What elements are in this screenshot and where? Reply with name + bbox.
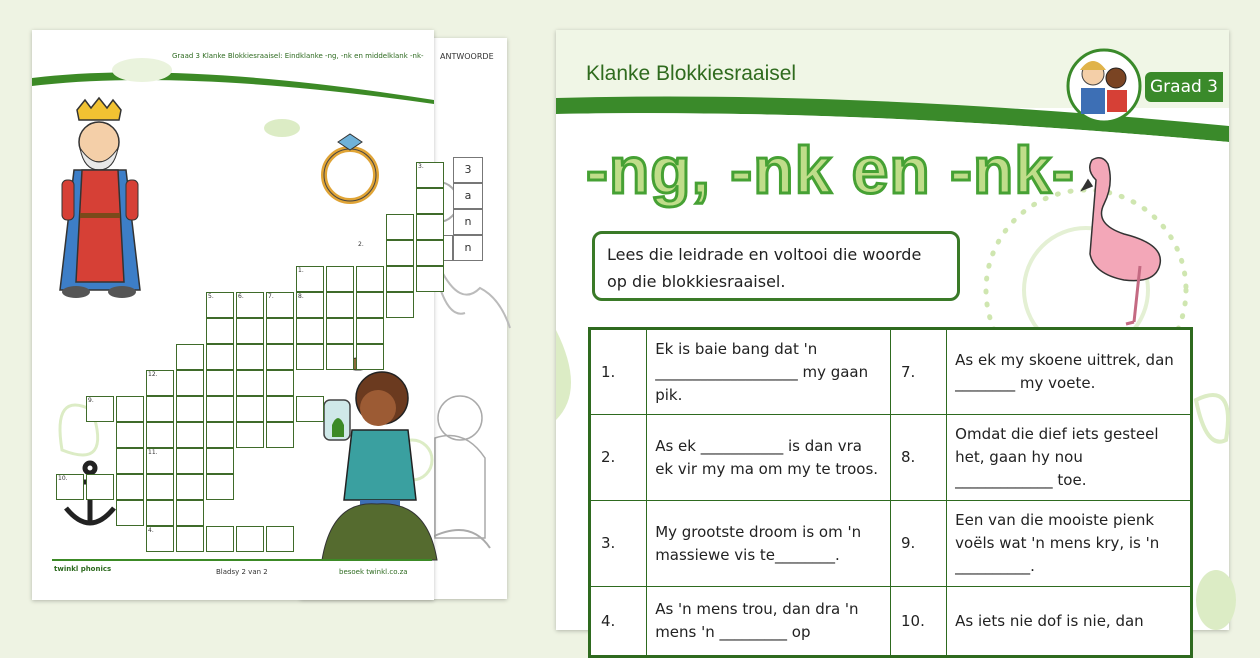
king-illustration xyxy=(60,98,140,298)
crossword-number: 12. xyxy=(148,371,158,378)
crossword-cell xyxy=(356,318,384,344)
crossword-cell xyxy=(176,474,204,500)
crossword-cell xyxy=(176,422,204,448)
answer-cell: 3 xyxy=(453,157,483,183)
clue-text: As ek ___________ is dan vra ek vir my ma om my te troos. xyxy=(647,415,891,501)
crossword-number: 9. xyxy=(88,397,94,404)
crossword-cell xyxy=(176,344,204,370)
crossword-cell xyxy=(386,292,414,318)
crossword-cell xyxy=(176,526,204,552)
crossword-cell xyxy=(206,448,234,474)
clue-text: As ek my skoene uittrek, dan ________ my voete. xyxy=(947,329,1192,415)
crossword-cell xyxy=(416,266,444,292)
crossword-cell xyxy=(296,396,324,422)
crossword-cell xyxy=(206,344,234,370)
clue-number: 7. xyxy=(890,329,946,415)
worksheet-title: -ng, -nk en -nk- xyxy=(586,133,1075,207)
crossword-number: 6. xyxy=(238,293,244,300)
crossword-cell xyxy=(236,370,264,396)
crossword-cell xyxy=(116,500,144,526)
clue-number: 1. xyxy=(590,329,647,415)
crossword-cell xyxy=(386,240,414,266)
clue-number: 9. xyxy=(890,501,946,587)
crossword-cell xyxy=(356,266,384,292)
answers-label: ANTWOORDE xyxy=(440,52,494,61)
clue-row xyxy=(590,415,1192,501)
crossword-cell xyxy=(296,344,324,370)
crossword-number: 11. xyxy=(148,449,158,456)
crossword-cell xyxy=(236,422,264,448)
crossword-cell xyxy=(356,344,384,370)
crossword-cell xyxy=(266,396,294,422)
crossword-cell xyxy=(296,318,324,344)
crossword-cell xyxy=(266,370,294,396)
page-number: Bladsy 2 van 2 xyxy=(216,568,268,576)
crossword-cell xyxy=(326,292,354,318)
crossword-cell xyxy=(266,318,294,344)
crossword-number: 8. xyxy=(298,293,304,300)
crossword-cell xyxy=(266,344,294,370)
crossword-cell xyxy=(206,526,234,552)
clues-table xyxy=(588,327,1193,658)
clue-text: As 'n mens trou, dan dra 'n mens 'n _________ op xyxy=(647,587,891,657)
crossword-cell xyxy=(356,292,384,318)
boy-illustration xyxy=(322,358,437,560)
crossword-cell xyxy=(206,422,234,448)
ring-illustration xyxy=(324,134,376,201)
crossword-cell xyxy=(146,500,174,526)
crossword-number: 10. xyxy=(58,475,68,482)
crossword-cell xyxy=(386,266,414,292)
crossword-cell xyxy=(206,396,234,422)
crossword-cell xyxy=(236,396,264,422)
clue-number: 4. xyxy=(590,587,647,657)
clue-row xyxy=(590,587,1192,657)
crossword-cell xyxy=(176,500,204,526)
crossword-cell xyxy=(116,396,144,422)
clue-text: Een van die mooiste pienk voëls wat 'n mens kry, is 'n __________. xyxy=(947,501,1192,587)
crossword-cell xyxy=(266,526,294,552)
clue-number: 10. xyxy=(890,587,946,657)
clue-text: As iets nie dof is nie, dan xyxy=(947,587,1192,657)
clue-text: Omdat die dief iets gesteel het, gaan hy nou _____________ toe. xyxy=(947,415,1192,501)
clue-number: 8. xyxy=(890,415,946,501)
clue-text: My grootste droom is om 'n massiewe vis te________. xyxy=(647,501,891,587)
crossword-cell xyxy=(176,448,204,474)
crossword-cell xyxy=(416,214,444,240)
crossword-cell xyxy=(206,474,234,500)
crossword-cell xyxy=(236,526,264,552)
crossword-header: Graad 3 Klanke Blokkiesraaisel: Eindklanke -ng, -nk en middelklank -nk- xyxy=(172,52,424,60)
crossword-cell xyxy=(236,318,264,344)
crossword-number: 7. xyxy=(268,293,274,300)
clue-number: 2. xyxy=(590,415,647,501)
crossword-cell xyxy=(146,474,174,500)
crossword-cell xyxy=(176,396,204,422)
crossword-cell xyxy=(206,318,234,344)
crossword-cell xyxy=(386,214,414,240)
answer-cell: a xyxy=(453,183,483,209)
crossword-number: 3. xyxy=(418,163,424,170)
clue-row xyxy=(590,329,1192,415)
crossword-cell xyxy=(266,422,294,448)
crossword-cell xyxy=(416,240,444,266)
header-title: Klanke Blokkiesraaisel xyxy=(586,62,797,85)
answer-cell: n xyxy=(453,209,483,235)
crossword-cell xyxy=(146,422,174,448)
clue-page xyxy=(556,30,1229,641)
clue-text: Ek is baie bang dat 'n ___________________ my gaan pik. xyxy=(647,329,891,415)
clue-number: 3. xyxy=(590,501,647,587)
grade-badge: Graad 3 xyxy=(1145,72,1223,102)
crossword-number: 2. xyxy=(358,241,364,248)
crossword-number: 1. xyxy=(298,267,304,274)
clue-row xyxy=(590,501,1192,587)
crossword-cell xyxy=(236,344,264,370)
crossword-cell xyxy=(326,266,354,292)
crossword-cell xyxy=(326,318,354,344)
crossword-cell xyxy=(146,396,174,422)
crossword-cell xyxy=(116,422,144,448)
crossword-cell xyxy=(416,188,444,214)
crossword-cell xyxy=(326,344,354,370)
crossword-cell xyxy=(116,448,144,474)
crossword-cell xyxy=(176,370,204,396)
crossword-cell xyxy=(206,370,234,396)
crossword-cell xyxy=(86,474,114,500)
instruction-box: Lees die leidrade en voltooi die woorde op die blokkiesraaisel. xyxy=(592,231,960,301)
crossword-number: 5. xyxy=(208,293,214,300)
crossword-cell xyxy=(116,474,144,500)
twinkl-logo: twinkl phonics xyxy=(54,565,112,573)
crossword-page xyxy=(32,30,434,600)
answer-cell: n xyxy=(453,235,483,261)
footer-url: besoek twinkl.co.za xyxy=(339,568,408,576)
crossword-number: 4. xyxy=(148,527,154,534)
